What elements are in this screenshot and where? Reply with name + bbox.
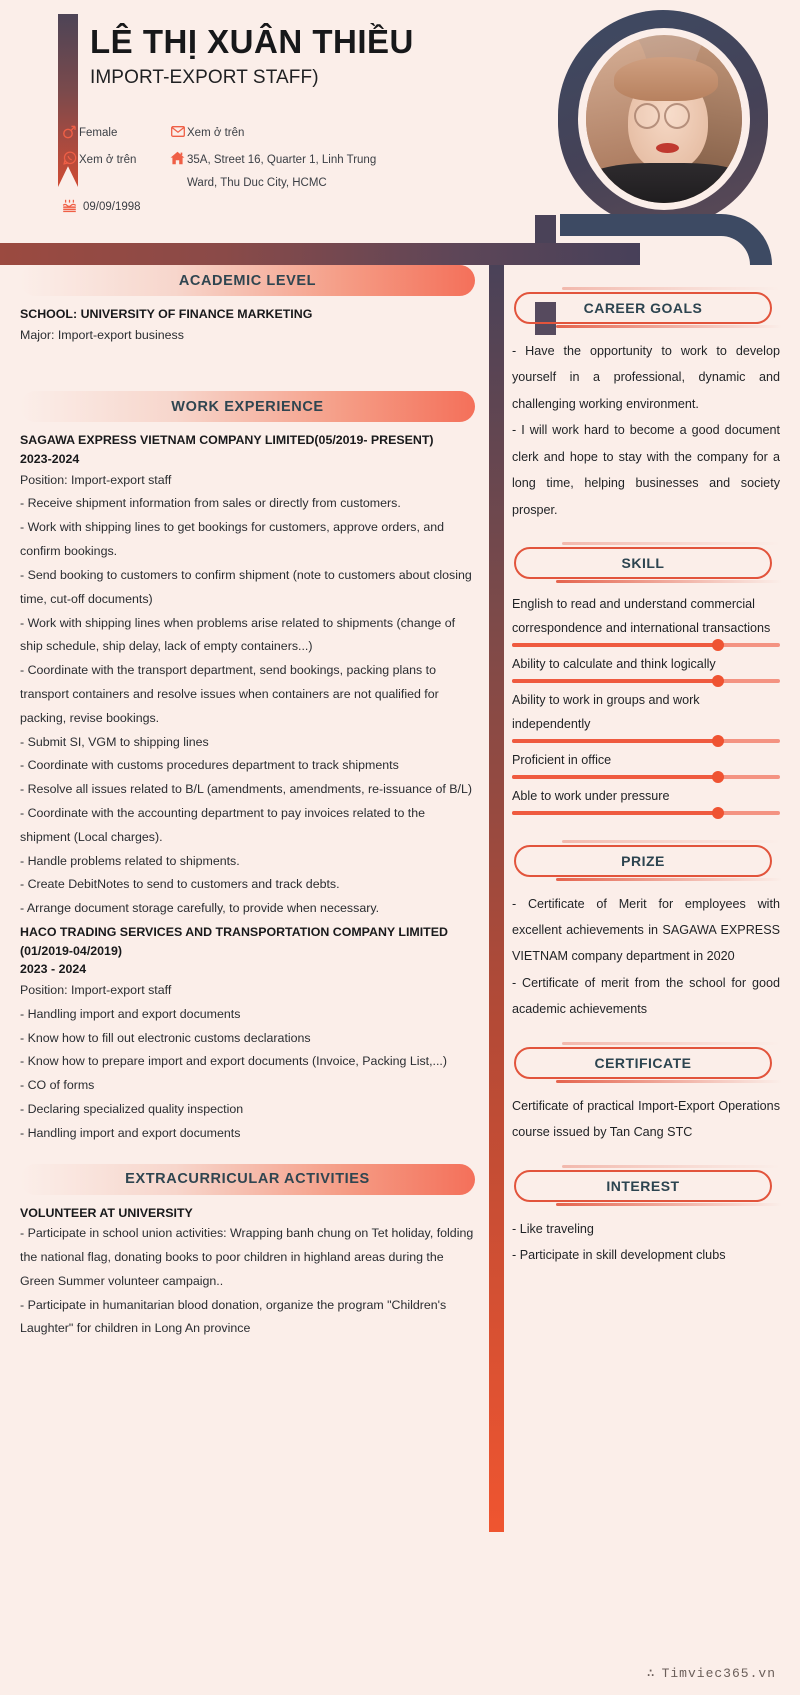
section-header-work: WORK EXPERIENCE bbox=[20, 391, 475, 422]
name-block bbox=[90, 22, 414, 89]
interest-item: - Participate in skill development clubs bbox=[512, 1248, 726, 1263]
birthday-cake-icon bbox=[60, 199, 79, 214]
envelope-icon bbox=[168, 124, 187, 139]
birthday-value: 09/09/1998 bbox=[83, 201, 141, 213]
list-item: - Receive shipment information from sales or directly from customers. bbox=[20, 496, 401, 511]
skill-label: Able to work under pressure bbox=[512, 788, 670, 803]
list-item: - Handling import and export documents bbox=[20, 1125, 241, 1140]
contact-row-2 bbox=[60, 151, 490, 169]
prize-item: - Certificate of Merit for employees with excellent achievements in SAGAWA EXPRESS VIETNAM company department in 2020 bbox=[512, 896, 780, 964]
band-notch-top bbox=[535, 215, 556, 243]
address-line-1: 35A, Street 16, Quarter 1, Linh Trung bbox=[187, 153, 377, 166]
list-item: - CO of forms bbox=[20, 1078, 95, 1093]
skill-knob[interactable] bbox=[712, 807, 724, 819]
section-header-certificate: CERTIFICATE bbox=[514, 1047, 772, 1079]
skill-item bbox=[512, 653, 780, 683]
header-divider-band bbox=[0, 243, 640, 265]
skill-knob[interactable] bbox=[712, 771, 724, 783]
skill-item bbox=[512, 593, 780, 647]
email-value: Xem ở trên bbox=[187, 127, 245, 139]
skill-fill bbox=[512, 643, 718, 647]
skill-label: Ability to calculate and think logically bbox=[512, 656, 716, 671]
column-divider bbox=[489, 265, 504, 1532]
gender-value: Female bbox=[79, 127, 118, 139]
cv-header bbox=[0, 0, 800, 232]
job1-years: 2023-2024 bbox=[20, 452, 80, 467]
contact-phone bbox=[60, 151, 168, 169]
prize-item: - Certificate of merit from the school for good academic achievements bbox=[512, 975, 780, 1017]
skill-list bbox=[512, 593, 780, 814]
candidate-name: LÊ THỊ XUÂN THIỀU bbox=[90, 23, 414, 60]
right-column bbox=[512, 290, 780, 1268]
section-header-interest: INTEREST bbox=[514, 1170, 772, 1202]
candidate-job-title: IMPORT-EXPORT STAFF) bbox=[90, 67, 319, 89]
academic-school: SCHOOL: UNIVERSITY OF FINANCE MARKETING bbox=[20, 307, 313, 321]
left-column bbox=[20, 265, 475, 1341]
phone-chat-icon bbox=[60, 151, 79, 166]
skill-fill bbox=[512, 811, 718, 815]
list-item: - Coordinate with the accounting department to pay invoices related to the shipment (Local charges). bbox=[20, 806, 426, 844]
list-item: - Participate in school union activities: Wrapping banh chung on Tet holiday, folding the national flag, donating books to poor children in highland areas during the Green Summer volunteer campaign.. bbox=[20, 1226, 474, 1288]
skill-slider[interactable] bbox=[512, 679, 780, 683]
section-header-career-goals: CAREER GOALS bbox=[514, 292, 772, 324]
skill-fill bbox=[512, 739, 718, 743]
skill-knob[interactable] bbox=[712, 675, 724, 687]
phone-value: Xem ở trên bbox=[79, 153, 137, 166]
list-item: - Know how to fill out electronic customs declarations bbox=[20, 1030, 311, 1045]
skill-slider[interactable] bbox=[512, 643, 780, 647]
section-header-skill: SKILL bbox=[514, 547, 772, 579]
list-item: - Work with shipping lines when problems arise related to shipments (change of ship schedule, ship delay, lack of empty containers...) bbox=[20, 615, 456, 654]
career-goal-item: - I will work hard to become a good document clerk and hope to stay with the company for a long time, helping businesses and society prosper. bbox=[512, 423, 780, 517]
section-header-interest-wrap bbox=[512, 1168, 780, 1208]
list-item: - Resolve all issues related to B/L (amendments, amendments, re-issuance of B/L) bbox=[20, 782, 473, 797]
extracurricular-subtitle: VOLUNTEER AT UNIVERSITY bbox=[20, 1205, 193, 1220]
skill-label: English to read and understand commercial correspondence and international transactions bbox=[512, 597, 771, 635]
avatar bbox=[586, 35, 742, 203]
section-header-academic: ACADEMIC LEVEL bbox=[20, 265, 475, 296]
job2-years: 2023 - 2024 bbox=[20, 962, 87, 977]
academic-body bbox=[20, 305, 475, 347]
skill-fill bbox=[512, 775, 718, 779]
certificate-item: Certificate of practical Import-Export Operations course issued by Tan Cang STC bbox=[512, 1098, 780, 1140]
list-item: - Arrange document storage carefully, to provide when necessary. bbox=[20, 901, 380, 916]
section-header-career-goals-wrap bbox=[512, 290, 780, 330]
address-line-2: Ward, Thu Duc City, HCMC bbox=[187, 177, 327, 190]
skill-slider[interactable] bbox=[512, 739, 780, 743]
brand-name: Timviec365.vn bbox=[661, 1666, 776, 1681]
work-body bbox=[20, 431, 475, 1145]
list-item: - Work with shipping lines to get bookings for customers, approve orders, and confirm bookings. bbox=[20, 520, 445, 559]
list-item: - Coordinate with the transport department, send bookings, packing plans to transport containers and resolve issues when containers are not qualified for packing, revise bookings. bbox=[20, 663, 439, 725]
skill-item bbox=[512, 689, 780, 743]
header-band-arc bbox=[560, 214, 772, 265]
skill-knob[interactable] bbox=[712, 639, 724, 651]
skill-label: Proficient in office bbox=[512, 752, 612, 767]
therefore-icon: ∴ bbox=[646, 1666, 656, 1681]
job1-position: Position: Import-export staff bbox=[20, 472, 172, 487]
list-item: - Handle problems related to shipments. bbox=[20, 853, 240, 868]
job1-company: SAGAWA EXPRESS VIETNAM COMPANY LIMITED(05/2019- PRESENT) bbox=[20, 433, 434, 448]
skill-slider[interactable] bbox=[512, 775, 780, 779]
contact-email bbox=[168, 124, 244, 142]
contact-address bbox=[168, 151, 376, 169]
section-header-extracurricular: EXTRACURRICULAR ACTIVITIES bbox=[20, 1164, 475, 1195]
contact-gender bbox=[60, 124, 168, 142]
job2-position: Position: Import-export staff bbox=[20, 982, 172, 997]
list-item: - Know how to prepare import and export documents (Invoice, Packing List,...) bbox=[20, 1054, 447, 1069]
list-item: - Send booking to customers to confirm shipment (note to customers about closing time, cut-off documents) bbox=[20, 567, 472, 606]
academic-major: Major: Import-export business bbox=[20, 327, 184, 342]
section-header-skill-wrap bbox=[512, 545, 780, 585]
skill-label: Ability to work in groups and work independently bbox=[512, 692, 700, 731]
job2-company: HACO TRADING SERVICES AND TRANSPORTATION COMPANY LIMITED (01/2019-04/2019) bbox=[20, 925, 448, 958]
skill-item bbox=[512, 785, 780, 815]
extracurricular-body bbox=[20, 1204, 475, 1342]
section-header-certificate-wrap bbox=[512, 1045, 780, 1085]
list-item: - Create DebitNotes to send to customers and track debts. bbox=[20, 877, 340, 892]
skill-slider[interactable] bbox=[512, 811, 780, 815]
contact-row-1 bbox=[60, 124, 490, 142]
skill-fill bbox=[512, 679, 718, 683]
list-item: - Submit SI, VGM to shipping lines bbox=[20, 734, 209, 749]
contact-birthday bbox=[60, 198, 141, 216]
list-item: - Handling import and export documents bbox=[20, 1006, 241, 1021]
list-item: - Coordinate with customs procedures department to track shipments bbox=[20, 758, 399, 773]
list-item: - Participate in humanitarian blood donation, organize the program "Children's Laughter" for children in Long An province bbox=[20, 1297, 447, 1336]
profile-photo-frame bbox=[552, 8, 778, 236]
section-header-prize: PRIZE bbox=[514, 845, 772, 877]
contact-info bbox=[60, 124, 490, 189]
skill-knob[interactable] bbox=[712, 735, 724, 747]
career-goal-item: - Have the opportunity to work to develop yourself in a professional, dynamic and challenging working environment. bbox=[512, 344, 780, 411]
section-header-prize-wrap bbox=[512, 843, 780, 883]
footer-brand bbox=[647, 1666, 776, 1681]
list-item: - Declaring specialized quality inspection bbox=[20, 1101, 244, 1116]
interest-item: - Like traveling bbox=[512, 1221, 594, 1236]
home-icon bbox=[168, 151, 187, 166]
gender-female-icon bbox=[60, 124, 79, 139]
skill-item bbox=[512, 749, 780, 779]
